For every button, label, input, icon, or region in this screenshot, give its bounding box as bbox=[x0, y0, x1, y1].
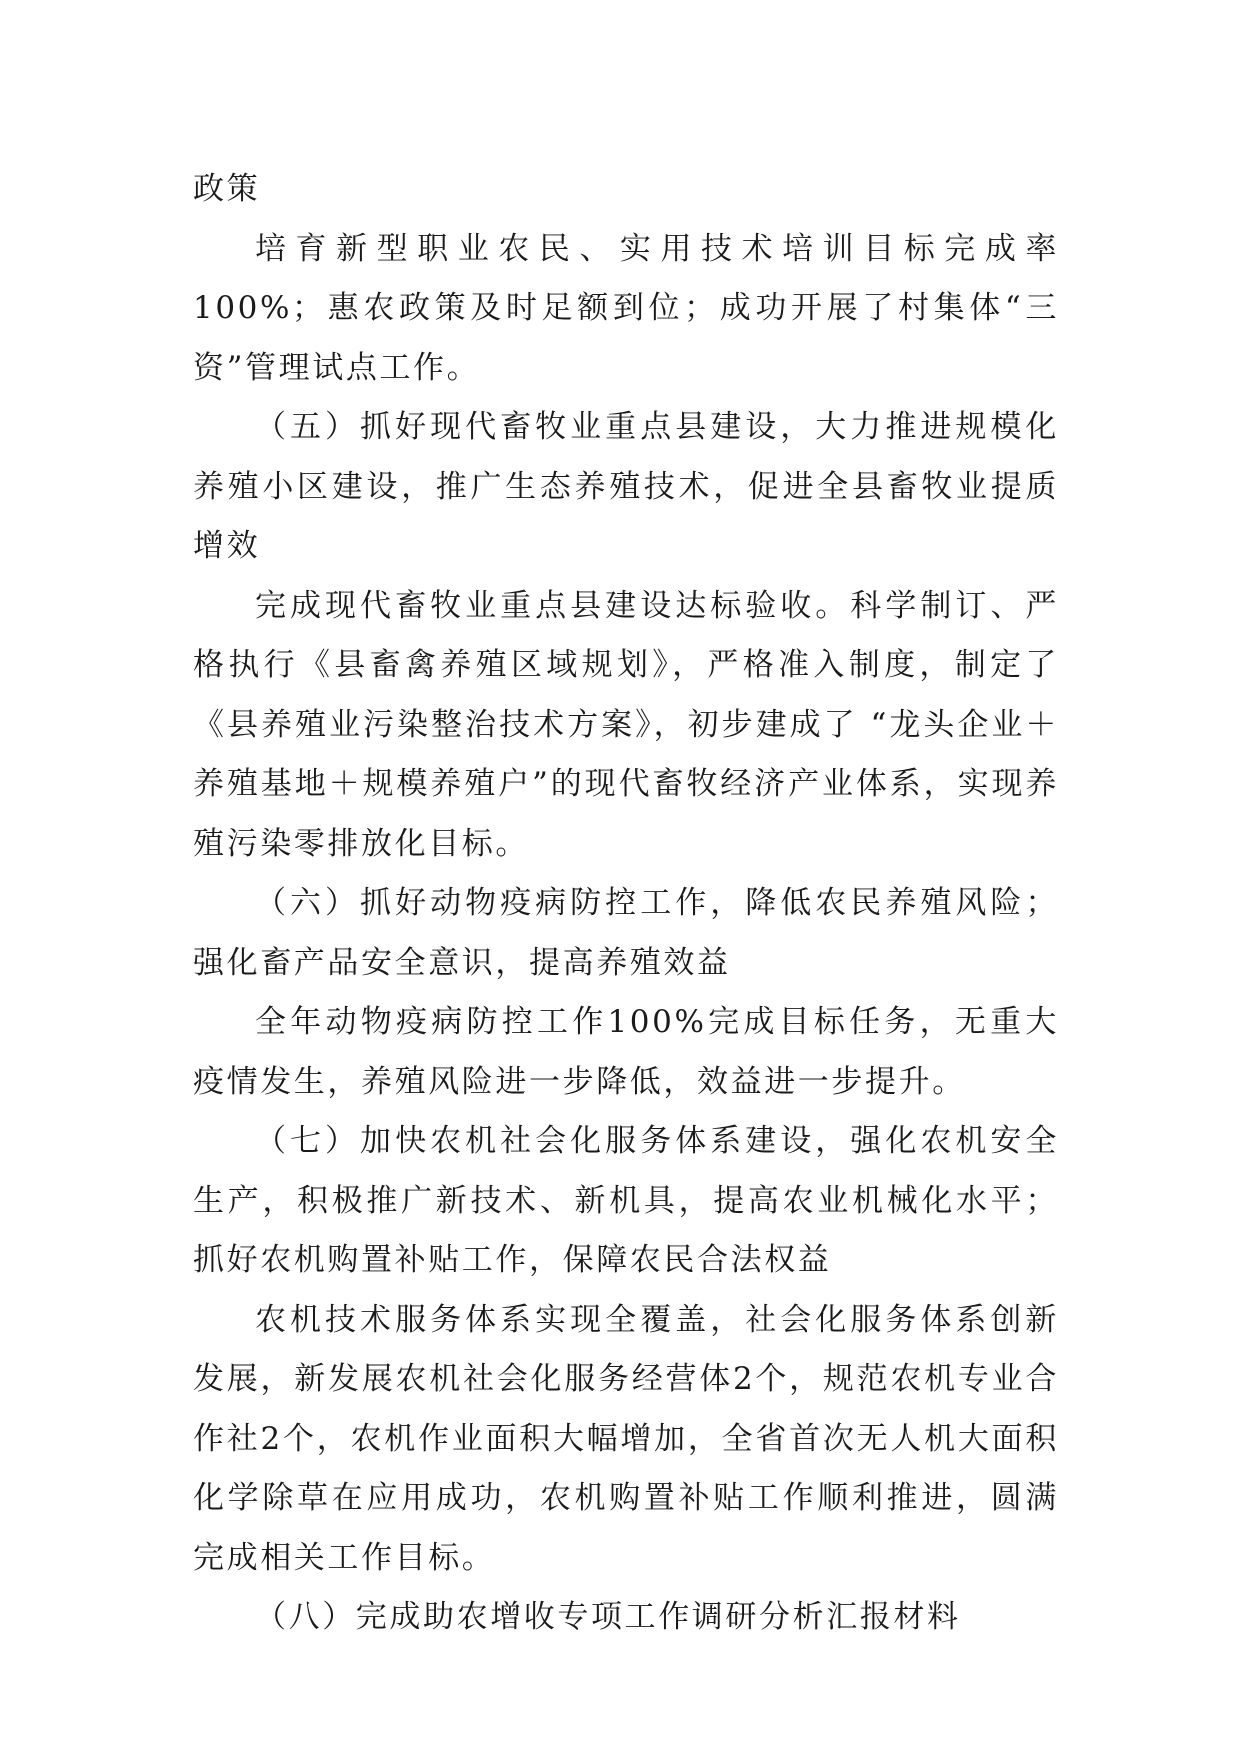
section-heading-8: （八）完成助农增收专项工作调研分析汇报材料 bbox=[255, 1599, 961, 1635]
section-heading-5: （五）抓好现代畜牧业重点县建设，大力推进规模化养殖小区建设，推广生态养殖技术，促进全县畜牧业提质增效 bbox=[193, 409, 1059, 564]
paragraph-1: 政策 bbox=[193, 171, 261, 207]
paragraph-2: 培育新型职业农民、实用技术培训目标完成率100%；惠农政策及时足额到位；成功开展了村集体“三资”管理试点工作。 bbox=[193, 230, 1059, 386]
section-heading-7: （七）加快农机社会化服务体系建设，强化农机安全生产，积极推广新技术、新机具，提高农业机械化水平；抓好农机购置补贴工作，保障农民合法权益 bbox=[193, 1123, 1059, 1278]
paragraph-4: 全年动物疫病防控工作100%完成目标任务，无重大疫情发生，养殖风险进一步降低，效益进一步提升。 bbox=[193, 1004, 1059, 1100]
paragraph-5: 农机技术服务体系实现全覆盖，社会化服务体系创新发展，新发展农机社会化服务经营体2个，规范农机专业合作社2个，农机作业面积大幅增加，全省首次无人机大面积化学除草在应用成功，农机购置补贴工作顺利推进，圆满完成相关工作目标。 bbox=[193, 1301, 1059, 1576]
document-page bbox=[193, 160, 1059, 1648]
section-heading-6: （六）抓好动物疫病防控工作，降低农民养殖风险；强化畜产品安全意识，提高养殖效益 bbox=[193, 885, 1059, 981]
paragraph-3: 完成现代畜牧业重点县建设达标验收。科学制订、严格执行《县畜禽养殖区域规划》，严格准入制度，制定了《县养殖业污染整治技术方案》，初步建成了 “龙头企业＋养殖基地＋规模养殖户”的现代畜牧经济产业体系，实现养殖污染零排放化目标。 bbox=[193, 587, 1059, 862]
